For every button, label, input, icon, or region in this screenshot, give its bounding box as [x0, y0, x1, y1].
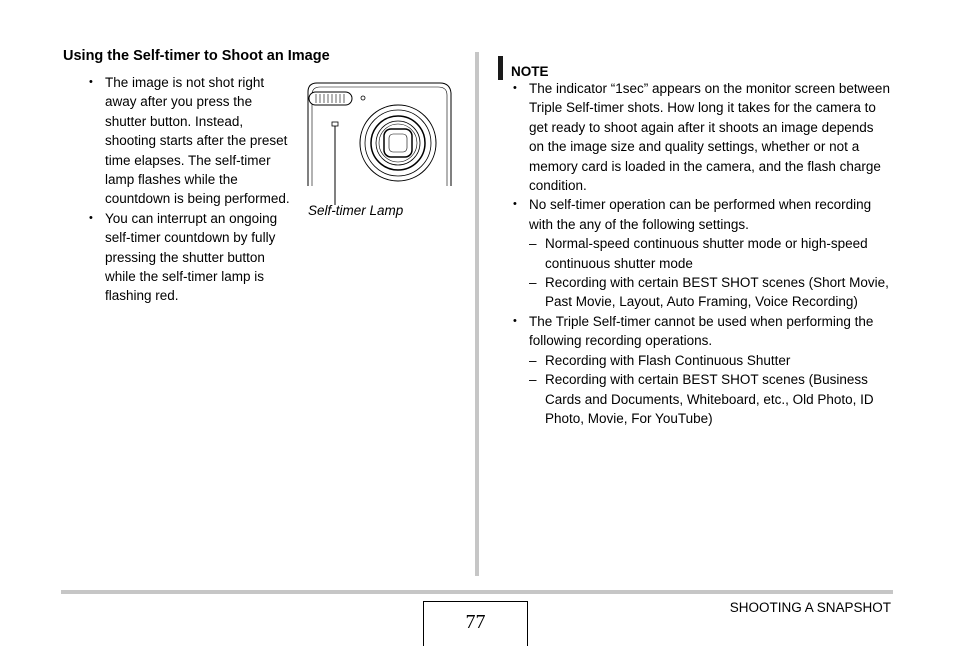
section-heading: Using the Self-timer to Shoot an Image: [63, 48, 330, 64]
note-item: [507, 79, 891, 195]
note-marker-bar: [498, 56, 503, 80]
note-item: [507, 195, 891, 311]
footer-section-name: SHOOTING A SNAPSHOT: [729, 600, 891, 615]
camera-front-illustration: [300, 80, 455, 210]
list-item: • You can interrupt an ongoing self-timer countdown by fully pressing the shutter button while the self-timer lamp is flashing red.: [83, 209, 293, 306]
note-sub-item: – Recording with Flash Continuous Shutter: [529, 351, 891, 370]
note-sub-list: [529, 234, 891, 312]
note-item-text: No self-timer operation can be performed when recording with the any of the following settings.: [529, 197, 872, 232]
note-item-text: The indicator “1sec” appears on the monitor screen between Triple Self-timer shots. How long it takes for the camera to get ready to shoot again after it shoots an image depends on the image size and quality settings, whether or not a memory card is loaded in the camera, and the flash charge condition.: [529, 81, 890, 194]
note-list: [507, 79, 891, 428]
note-label: NOTE: [511, 64, 549, 79]
figure-caption: Self-timer Lamp: [308, 203, 404, 218]
note-item: [507, 312, 891, 428]
note-sub-item: – Normal-speed continuous shutter mode or high-speed continuous shutter mode: [529, 234, 891, 273]
note-sub-item: – Recording with certain BEST SHOT scenes (Short Movie, Past Movie, Layout, Auto Framing, Voice Recording): [529, 273, 891, 312]
footer-divider: [61, 590, 893, 594]
self-timer-bullet-list: [83, 73, 293, 306]
note-sub-list: [529, 351, 891, 429]
column-divider: [475, 52, 479, 576]
list-item: • The image is not shot right away after you press the shutter button. Instead, shooting starts after the preset time elapses. The self-timer lamp flashes while the countdown is being performed.: [83, 73, 293, 209]
page-number: 77: [423, 601, 528, 646]
note-sub-item: – Recording with certain BEST SHOT scenes (Business Cards and Documents, Whiteboard, etc., Old Photo, ID Photo, Movie, For YouTube): [529, 370, 891, 428]
note-item-text: The Triple Self-timer cannot be used when performing the following recording operations.: [529, 313, 874, 349]
